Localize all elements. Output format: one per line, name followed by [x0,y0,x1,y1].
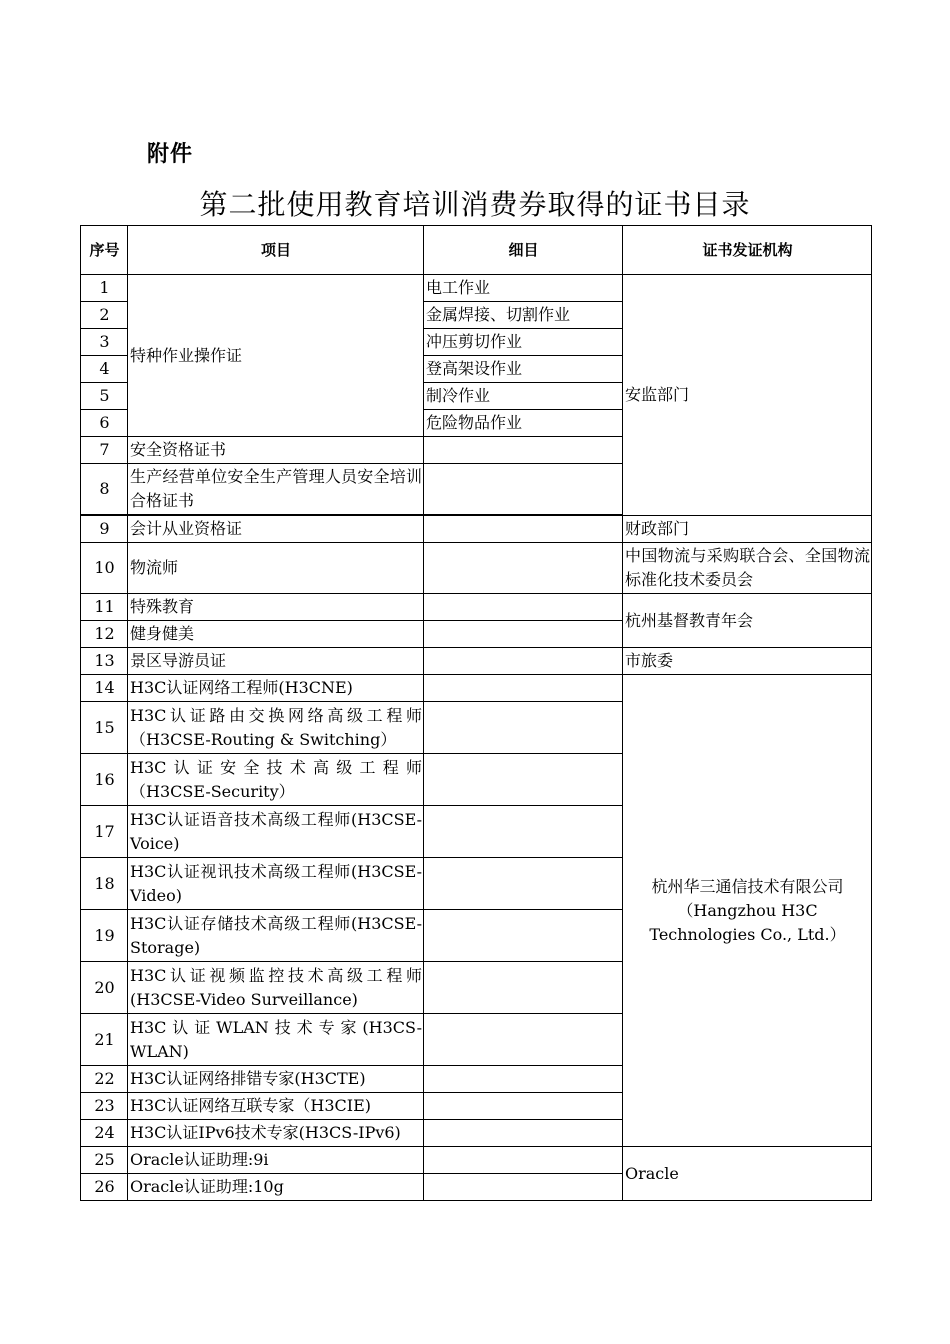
row-org: 市旅委 [623,648,872,675]
row-detail-empty [424,1147,623,1174]
row-num: 7 [81,437,128,464]
row-item: 景区导游员证 [128,648,424,675]
row-detail-empty [424,675,623,702]
row-item: H3C认证网络排错专家(H3CTE) [128,1066,424,1093]
row-num: 1 [81,275,128,302]
table-row [81,648,872,675]
row-detail: 电工作业 [424,275,623,302]
row-item: H3C认证网络互联专家（H3CIE) [128,1093,424,1120]
table-row [81,543,872,594]
row-item: 物流师 [128,543,424,594]
attachment-label: 附件 [147,142,194,167]
row-org: 中国物流与采购联合会、全国物流标准化技术委员会 [623,543,872,594]
row-num: 22 [81,1066,128,1093]
row-item: H3C认证路由交换网络高级工程师（H3CSE-Routing & Switching） [128,702,424,754]
row-item: H3C认证WLAN技术专家(H3CS-WLAN) [128,1014,424,1066]
row-num: 6 [81,410,128,437]
row-detail-empty [424,910,623,962]
row-item: 特殊教育 [128,594,424,621]
row-detail-empty [424,962,623,1014]
row-num: 14 [81,675,128,702]
row-item: 特种作业操作证 [128,275,424,437]
row-detail: 金属焊接、切割作业 [424,302,623,329]
row-detail-empty [424,621,623,648]
row-num: 24 [81,1120,128,1147]
row-detail: 登高架设作业 [424,356,623,383]
row-detail-empty [424,702,623,754]
h3c-org-line1: 杭州华三通信技术有限公司 [651,876,844,896]
row-num: 21 [81,1014,128,1066]
row-detail-empty [424,543,623,594]
row-org: 财政部门 [623,516,872,543]
header-org: 证书发证机构 [623,226,872,275]
row-org: 杭州基督教青年会 [623,594,872,648]
row-num: 5 [81,383,128,410]
row-detail: 危险物品作业 [424,410,623,437]
row-detail-empty [424,1120,623,1147]
row-num: 20 [81,962,128,1014]
row-detail: 制冷作业 [424,383,623,410]
row-num: 10 [81,543,128,594]
row-item: H3C认证视讯技术高级工程师(H3CSE-Video) [128,858,424,910]
row-num: 4 [81,356,128,383]
row-num: 11 [81,594,128,621]
row-num: 13 [81,648,128,675]
row-num: 26 [81,1174,128,1201]
row-num: 17 [81,806,128,858]
row-detail-empty [424,437,623,464]
row-org-h3c [623,675,872,1147]
row-detail-empty [424,516,623,543]
row-detail-empty [424,1066,623,1093]
row-detail-empty [424,1014,623,1066]
row-num: 16 [81,754,128,806]
row-item: H3C认证视频监控技术高级工程师(H3CSE-Video Surveillance) [128,962,424,1014]
row-org: 安监部门 [623,275,872,516]
table-row [81,594,872,621]
row-detail-empty [424,1093,623,1120]
table-row [81,1147,872,1174]
h3c-org-line2: （Hangzhou H3C Technologies Co., Ltd.） [649,900,846,944]
row-item: 会计从业资格证 [128,516,424,543]
row-detail-empty [424,754,623,806]
table-row [81,275,872,302]
row-detail-empty [424,464,623,515]
row-num: 23 [81,1093,128,1120]
row-item: 安全资格证书 [128,437,424,464]
row-num: 15 [81,702,128,754]
row-item: H3C认证存储技术高级工程师(H3CSE-Storage) [128,910,424,962]
row-detail-empty [424,648,623,675]
row-detail-empty [424,594,623,621]
table-row [81,675,872,702]
row-num: 12 [81,621,128,648]
row-item: H3C认证语音技术高级工程师(H3CSE-Voice) [128,806,424,858]
row-detail: 冲压剪切作业 [424,329,623,356]
header-detail: 细目 [424,226,623,275]
row-num: 8 [81,464,128,515]
row-item: Oracle认证助理:9i [128,1147,424,1174]
table-row [81,516,872,543]
row-num: 18 [81,858,128,910]
row-item: 健身健美 [128,621,424,648]
row-num: 19 [81,910,128,962]
document-title: 第二批使用教育培训消费券取得的证书目录 [199,188,751,221]
row-num: 9 [81,516,128,543]
row-num: 25 [81,1147,128,1174]
row-item: Oracle认证助理:10g [128,1174,424,1201]
row-item: 生产经营单位安全生产管理人员安全培训合格证书 [128,464,424,515]
row-org-oracle: Oracle [623,1147,872,1201]
row-num: 2 [81,302,128,329]
row-num: 3 [81,329,128,356]
row-detail-empty [424,1174,623,1201]
row-item: H3C认证网络工程师(H3CNE) [128,675,424,702]
row-detail-empty [424,858,623,910]
row-item: H3C认证IPv6技术专家(H3CS-IPv6) [128,1120,424,1147]
row-detail-empty [424,806,623,858]
row-item: H3C认证安全技术高级工程师（H3CSE-Security） [128,754,424,806]
certificate-table [80,225,872,1201]
header-item: 项目 [128,226,424,275]
table-header-row [81,226,872,275]
header-num: 序号 [81,226,128,275]
